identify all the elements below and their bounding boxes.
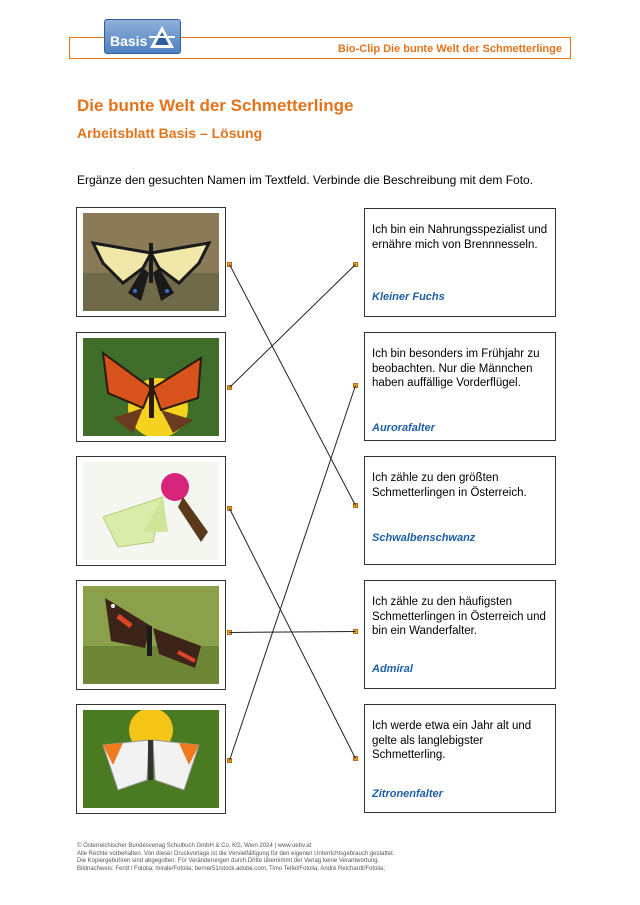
connection-line-4 xyxy=(230,632,356,633)
description-dot-2[interactable] xyxy=(353,383,358,388)
swallowtail-photo xyxy=(83,213,219,311)
connection-line-2 xyxy=(230,265,356,388)
description-dot-1[interactable] xyxy=(353,262,358,267)
photo-card-1 xyxy=(76,207,226,317)
triangle-logo-icon xyxy=(149,24,175,50)
answer-text[interactable]: Admiral xyxy=(372,663,413,675)
description-text: Ich werde etwa ein Jahr alt und gelte als langlebigster Schmetterling. xyxy=(372,720,532,761)
footer-credits: Bildnachweis: Ferdl / Fotolia; mirale/Fotolia; berner51/stock.adobe.com; Timo Teifel/Fotolia; André Reichardt/Fotolia; xyxy=(77,865,386,872)
description-card-1 xyxy=(364,208,556,317)
photo-dot-2[interactable] xyxy=(227,385,232,390)
footer-rights: Alle Rechte vorbehalten. Von dieser Druckvorlage ist die Vervielfältigung für den eigenen Unterrichtsgebrauch gestattet. xyxy=(77,850,395,857)
photo-dot-5[interactable] xyxy=(227,758,232,763)
red-admiral-photo xyxy=(83,586,219,684)
description-text: Ich bin ein Nahrungsspezialist und ernähre mich von Brennnesseln. xyxy=(372,224,548,251)
orange-tip-photo xyxy=(83,710,219,808)
connection-line-1 xyxy=(230,265,356,506)
photo-dot-1[interactable] xyxy=(227,262,232,267)
answer-text[interactable]: Kleiner Fuchs xyxy=(372,291,445,303)
footer xyxy=(77,843,577,873)
answer-text[interactable]: Schwalbenschwanz xyxy=(372,532,476,544)
description-text: Ich bin besonders im Frühjahr zu beobachten. Nur die Männchen haben auffällige Vorderflügel. xyxy=(372,348,540,389)
description-card-4 xyxy=(364,580,556,689)
connection-line-5 xyxy=(230,386,356,761)
small-tortoiseshell-photo xyxy=(83,338,219,436)
answer-text[interactable]: Zitronenfalter xyxy=(372,788,443,800)
photo-dot-3[interactable] xyxy=(227,506,232,511)
footer-copyright: © Österreichischer Bundesverlag Schulbuch GmbH & Co. KG, Wien 2024 | www.oebv.at xyxy=(77,843,312,849)
connection-line-3 xyxy=(230,509,356,759)
description-text: Ich zähle zu den häufigsten Schmetterlingen in Österreich und bin ein Wanderfalter. xyxy=(372,596,546,637)
instruction-text: Ergänze den gesuchten Namen im Textfeld. Verbinde die Beschreibung mit dem Foto. xyxy=(77,173,534,187)
description-dot-4[interactable] xyxy=(353,629,358,634)
photo-dot-4[interactable] xyxy=(227,630,232,635)
header-title: Bio-Clip Die bunte Welt der Schmetterlinge xyxy=(337,43,562,55)
answer-text[interactable]: Aurorafalter xyxy=(372,422,435,434)
photo-card-3 xyxy=(76,456,226,566)
page-title: Die bunte Welt der Schmetterlinge xyxy=(77,96,354,115)
photo-card-4 xyxy=(76,580,226,690)
description-card-5 xyxy=(364,704,556,813)
description-text: Ich zähle zu den größten Schmetterlingen in Österreich. xyxy=(372,472,527,499)
photo-card-5 xyxy=(76,704,226,814)
brimstone-photo xyxy=(83,462,219,560)
description-card-2 xyxy=(364,332,556,441)
footer-fees: Die Kopiergebühren sind abgegolten. Für Veränderungen durch Dritte übernimmt der Verlag keine Verantwortung. xyxy=(77,858,380,865)
description-dot-3[interactable] xyxy=(353,503,358,508)
basis-logo xyxy=(104,19,181,54)
description-dot-5[interactable] xyxy=(353,756,358,761)
photo-card-2 xyxy=(76,332,226,442)
description-card-3 xyxy=(364,456,556,565)
logo-text: Basis xyxy=(110,33,148,49)
page-subtitle: Arbeitsblatt Basis – Lösung xyxy=(77,125,263,141)
